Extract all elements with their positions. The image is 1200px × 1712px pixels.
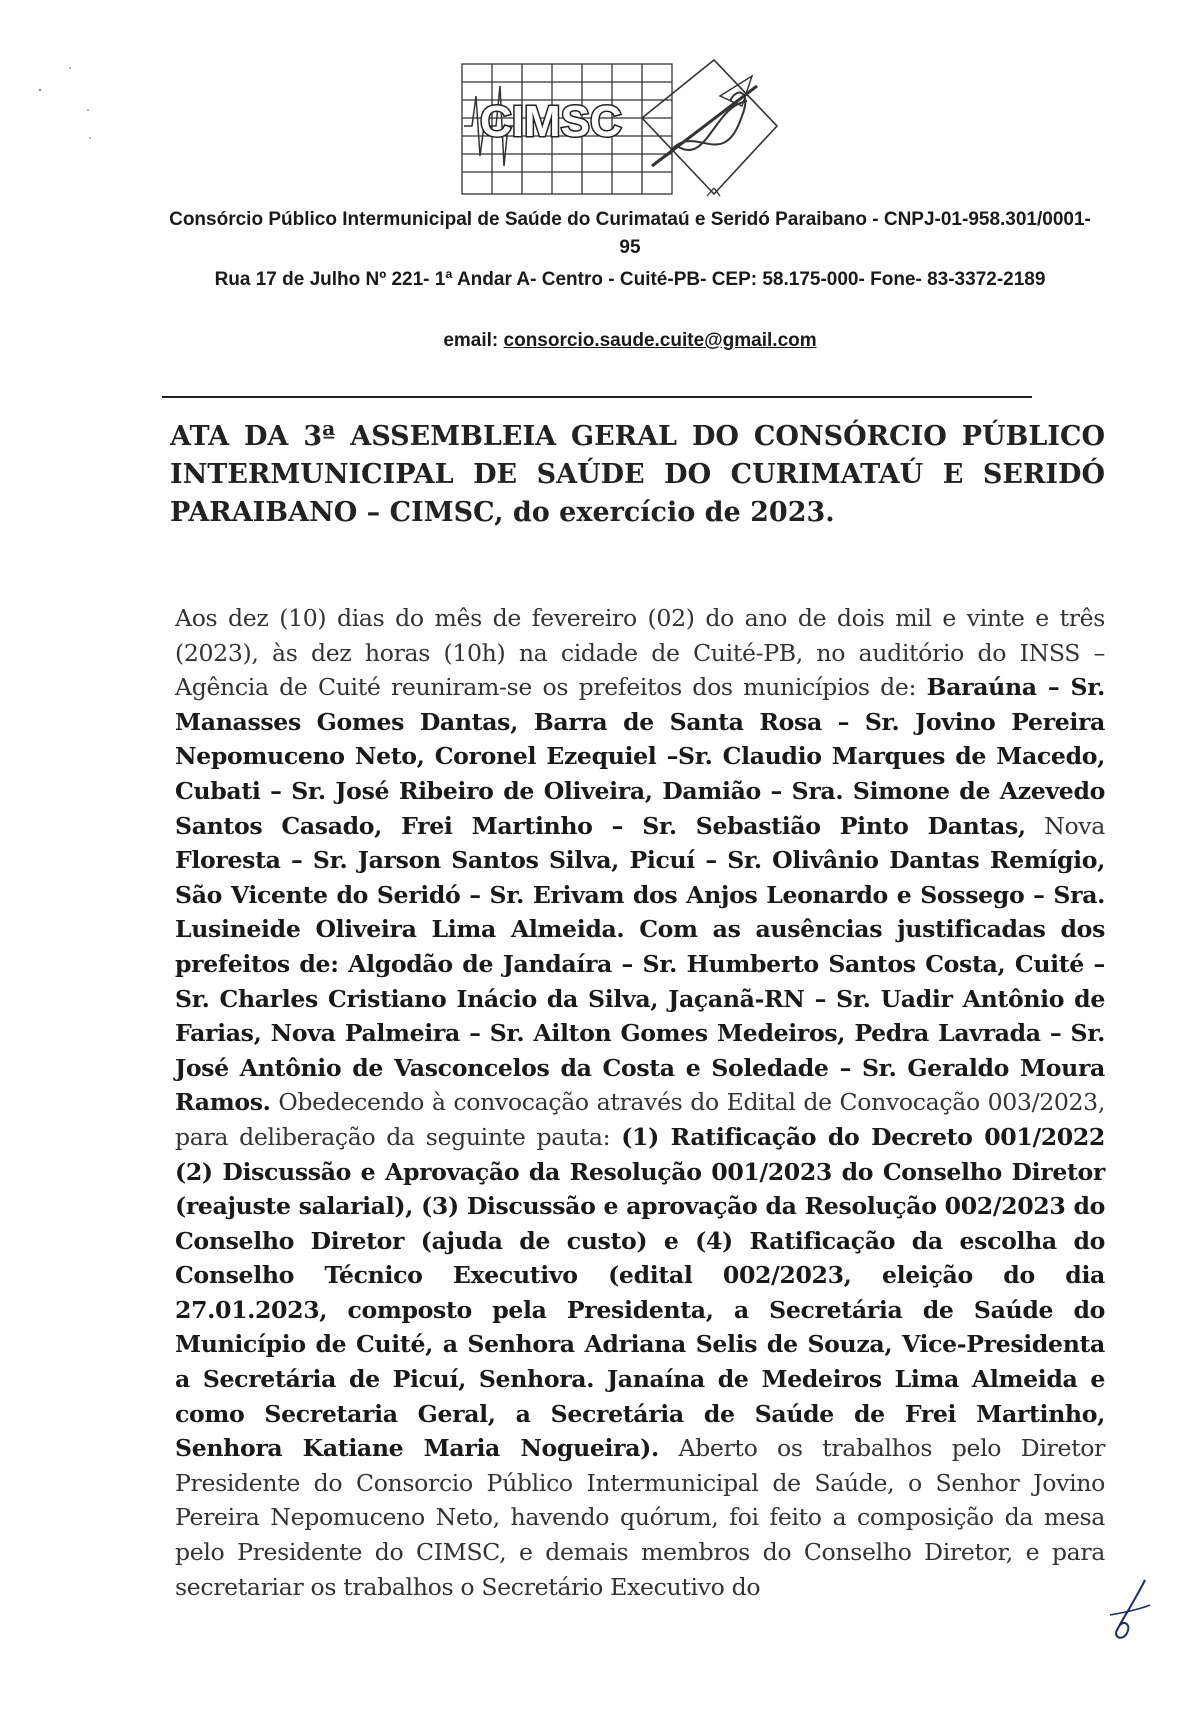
cimsc-logo: [452, 56, 822, 206]
body-text-segment: Obedecendo à convocação através do Edital de Convocação 003/2023, para deliberação da seguinte pauta:: [175, 1088, 1105, 1151]
scan-specks: [30, 60, 110, 160]
email-label: email:: [443, 330, 504, 351]
email-link[interactable]: consorcio.saude.cuite@gmail.com: [503, 330, 817, 351]
initials-signature: [1095, 1575, 1165, 1645]
organization-address: Rua 17 de Julho Nº 221- 1ª Andar A- Centro - Cuité-PB- CEP: 58.175-000- Fone- 83-3372-2189: [214, 269, 1046, 290]
body-text-segment: Nova: [1025, 811, 1105, 840]
body-text-segment: Aberto os trabalhos pelo Diretor Presidente do Consorcio Público Intermunicipal de Saúde, o Senhor Jovino Pereira Nepomuceno Neto, havendo quórum, foi feito a composição da mesa pelo Presidente do CIMSC, e demais membros do Conselho Diretor, e para secretariar os trabalhos o Secretário Executivo do: [175, 1434, 1105, 1601]
title-line-rest: INTERMUNICIPAL DE SAÚDE DO CURIMATAÚ E SERIDÓ PARAIBANO – CIMSC, do exercício de 2023.: [170, 459, 1105, 528]
title-line-1: ATA DA 3ª ASSEMBLEIA GERAL DO CONSÓRCIO PÚBLICO: [170, 421, 1105, 452]
body-bold-segment: Floresta – Sr. Jarson Santos Silva, Picuí – Sr. Olivânio Dantas Remígio, São Vicente do Seridó – Sr. Erivam dos Anjos Leonardo e Sossego – Sra. Lusineide Oliveira Lima Almeida. Com as ausências justificadas dos prefeitos de: Algodão de Jandaíra – Sr. Humberto Santos Costa, Cuité – Sr. Charles Cristiano Inácio da Silva, Jaçanã-RN – Sr. Uadir Antônio de Farias, Nova Palmeira – Sr. Ailton Gomes Medeiros, Pedra Lavrada – Sr. José Antônio de Vasconcelos da Costa e Soledade – Sr. Geraldo Moura Ramos.: [175, 846, 1105, 1117]
logo-text: CIMSC: [480, 97, 622, 146]
header-divider: [162, 396, 1032, 398]
body-bold-segment: Baraúna – Sr. Manasses Gomes Dantas, Barra de Santa Rosa – Sr. Jovino Pereira Nepomuceno Neto, Coronel Ezequiel –Sr. Claudio Marques de Macedo, Cubati – Sr. José Ribeiro de Oliveira, Damião – Sra. Simone de Azevedo Santos Casado, Frei Martinho – Sr. Sebastião Pinto Dantas,: [175, 673, 1105, 840]
minutes-body: [175, 601, 1105, 1604]
organization-name: Consórcio Público Intermunicipal de Saúde do Curimataú e Seridó Paraibano - CNPJ-01-958.301/0001-95: [169, 209, 1091, 258]
document-title: [170, 418, 1105, 532]
email-line: [160, 327, 1100, 355]
body-bold-segment: (1) Ratificação do Decreto 001/2022 (2) Discussão e Aprovação da Resolução 001/2023 do Conselho Diretor (reajuste salarial), (3) Discussão e aprovação da Resolução 002/2023 do Conselho Diretor (ajuda de custo) e (4) Ratificação da escolha do Conselho Técnico Executivo (edital 002/2023, eleição do dia 27.01.2023, composto pela Presidenta, a Secretária de Saúde do Município de Cuité, a Senhora Adriana Selis de Souza, Vice-Presidenta a Secretária de Picuí, Senhora. Janaína de Medeiros Lima Almeida e como Secretaria Geral, a Secretária de Saúde de Frei Martinho, Senhora Katiane Maria Nogueira).: [175, 1122, 1105, 1463]
body-text-segment: Aos dez (10) dias do mês de fevereiro (02) do ano de dois mil e vinte e três (2023), às dez horas (10h) na cidade de Cuité-PB, no auditório do INSS – Agência de Cuité reuniram-se os prefeitos dos municípios de:: [175, 604, 1105, 702]
